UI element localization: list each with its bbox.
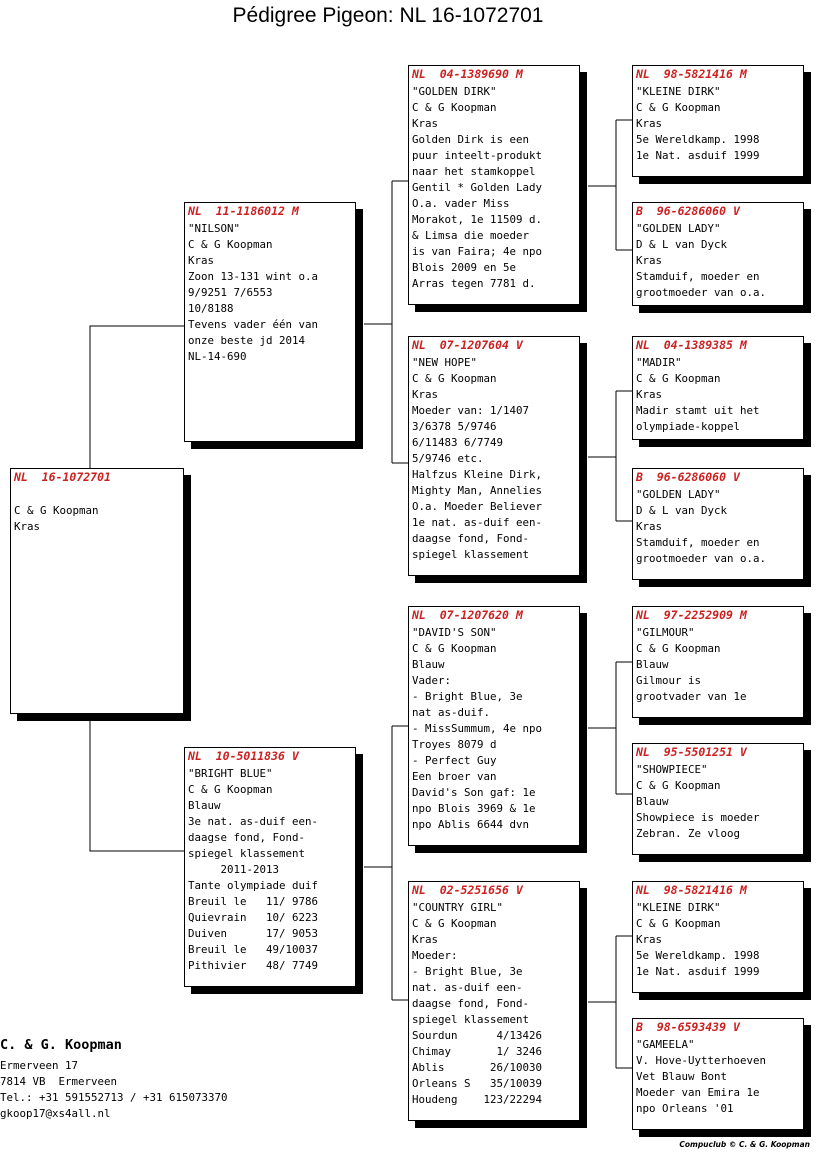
page-title: Pédigree Pigeon: NL 16-1072701 (232, 4, 544, 27)
country-code: NL (636, 608, 650, 622)
pigeon-info-line: 6/11483 6/7749 (412, 436, 504, 449)
country-code: NL (636, 883, 650, 897)
ring-number: 95-5501251 (663, 745, 733, 759)
pigeon-info-line: daagse fond, Fond- (188, 831, 306, 844)
pigeon-ring-header (412, 67, 576, 82)
ring-number: 11-1186012 (215, 204, 285, 218)
pigeon-info-line: C & G Koopman (412, 917, 497, 930)
pigeon-info-line: C & G Koopman (412, 642, 497, 655)
sex-code: V (732, 470, 740, 484)
pigeon-ring-header (636, 204, 800, 219)
pigeon-info-line: spiegel klassement (412, 548, 530, 561)
pigeon-info-line: 1e Nat. asduif 1999 (636, 965, 760, 978)
pigeon-info-line: Kras (636, 388, 663, 401)
pigeon-info-line: 5e Wereldkamp. 1998 (636, 133, 760, 146)
pigeon-info-line: 5/9746 etc. (412, 452, 484, 465)
pigeon-card-g2d (408, 881, 580, 1121)
pigeon-info-line: "NEW HOPE" (412, 356, 478, 369)
pigeon-info-line: Vader: (412, 674, 452, 687)
pigeon-info-line: Showpiece is moeder (636, 811, 760, 824)
pigeon-info-line: C & G Koopman (412, 372, 497, 385)
pigeon-info-line: 3e nat. as-duif een- (188, 815, 319, 828)
pigeon-info-line: "COUNTRY GIRL" (412, 901, 504, 914)
pigeon-info-line: Tevens vader één van (188, 318, 319, 331)
pigeon-info-line: Moeder van: 1/1407 (412, 404, 530, 417)
pigeon-info-line: Een broer van (412, 770, 497, 783)
pigeon-info-line: Kras (636, 520, 663, 533)
pigeon-card-g1b (184, 747, 356, 987)
pigeon-info-line: grootmoeder van o.a. (636, 552, 767, 565)
pigeon-info-line: "GAMEELA" (636, 1038, 695, 1051)
owner-phone: Tel.: +31 591552713 / +31 615073370 (0, 1091, 228, 1104)
owner-name: C. & G. Koopman (0, 1037, 122, 1053)
pigeon-info-line: D & L van Dyck (636, 238, 728, 251)
pigeon-card-g2c (408, 606, 580, 846)
pigeon-info-line: daagse fond, Fond- (412, 532, 530, 545)
pigeon-info-line: 2011-2013 (188, 863, 280, 876)
pigeon-info-line: Sourdun 4/13426 (412, 1029, 543, 1042)
pigeon-info-line: spiegel klassement (412, 1013, 530, 1026)
country-code: NL (412, 338, 426, 352)
owner-street: Ermerveen 17 (0, 1059, 79, 1072)
country-code: NL (412, 883, 426, 897)
pigeon-info-line: Morakot, 1e 11509 d. (412, 213, 543, 226)
country-code: NL (412, 67, 426, 81)
copyright-footer: Compuclub © C. & G. Koopman (679, 1140, 810, 1149)
country-code: NL (636, 338, 650, 352)
pigeon-info-line: naar het stamkoppel (412, 165, 536, 178)
ring-number: 98-5821416 (663, 883, 733, 897)
pigeon-info-line: "KLEINE DIRK" (636, 85, 721, 98)
pigeon-info-line: Kras (188, 254, 215, 267)
pigeon-info-line: 3/6378 5/9746 (412, 420, 497, 433)
pigeon-info-line: Blauw (636, 795, 669, 808)
ring-number: 07-1207620 (439, 608, 509, 622)
pigeon-ring-header (636, 67, 800, 82)
pigeon-info-line: Gentil * Golden Lady (412, 181, 543, 194)
pigeon-ring-header (188, 204, 352, 219)
pigeon-ring-header (636, 1020, 800, 1035)
pigeon-info-line: - Perfect Guy (412, 754, 497, 767)
pigeon-card-g3b (632, 202, 804, 306)
sex-code: V (515, 883, 523, 897)
ring-number: 02-5251656 (439, 883, 509, 897)
sex-code: M (291, 204, 299, 218)
pigeon-card-g0 (10, 468, 184, 714)
pigeon-ring-header (188, 749, 352, 764)
pigeon-info-line: Mighty Man, Annelies (412, 484, 543, 497)
pigeon-info-line: Zebran. Ze vloog (636, 827, 741, 840)
pigeon-info-line: 5e Wereldkamp. 1998 (636, 949, 760, 962)
pigeon-info-line: olympiade-koppel (636, 420, 741, 433)
pigeon-info-line: V. Hove-Uytterhoeven (636, 1054, 767, 1067)
sex-code: V (515, 338, 523, 352)
owner-block (0, 1036, 228, 1122)
pigeon-info-line: 10/8188 (188, 302, 234, 315)
country-code: NL (14, 470, 28, 484)
pigeon-info-line: Blauw (188, 799, 221, 812)
sex-code: M (739, 67, 747, 81)
country-code: NL (412, 608, 426, 622)
pigeon-card-g2a (408, 65, 580, 305)
pigeon-card-g3c (632, 336, 804, 440)
pigeon-info-line: Gilmour is (636, 674, 702, 687)
pigeon-card-g3h (632, 1018, 804, 1130)
pigeon-info-line: - MissSummum, 4e npo (412, 722, 543, 735)
pigeon-info-line: Blauw (412, 658, 445, 671)
pigeon-info-line: & Limsa die moeder (412, 229, 530, 242)
ring-number: 98-6593439 (656, 1020, 727, 1034)
pigeon-info-line (14, 487, 180, 503)
pigeon-info-line: C & G Koopman (636, 372, 721, 385)
pigeon-info-line: Kras (412, 933, 439, 946)
pigeon-card-g1a (184, 202, 356, 442)
pigeon-info-line: npo Orleans '01 (636, 1102, 734, 1115)
pigeon-info-line: Pithivier 48/ 7749 (188, 959, 319, 972)
country-code: B (636, 470, 643, 484)
ring-number: 97-2252909 (663, 608, 733, 622)
pigeon-info-line: NL-14-690 (188, 350, 247, 363)
pigeon-card-g3d (632, 468, 804, 580)
pigeon-info-line: Houdeng 123/22294 (412, 1093, 543, 1106)
pigeon-ring-header (14, 470, 180, 485)
pigeon-info-line: "MADIR" (636, 356, 682, 369)
pigeon-info-line: Quievrain 10/ 6223 (188, 911, 319, 924)
sex-code: M (739, 338, 747, 352)
pigeon-ring-header (636, 745, 800, 760)
ring-number: 04-1389690 (439, 67, 509, 81)
pigeon-info-line: C & G Koopman (412, 101, 497, 114)
sex-code: M (739, 883, 747, 897)
pigeon-info-line: Troyes 8079 d (412, 738, 497, 751)
pigeon-info-line: 9/9251 7/6553 (188, 286, 273, 299)
pigeon-info-line: Duiven 17/ 9053 (188, 927, 319, 940)
pigeon-info-line: Kras (412, 388, 439, 401)
pigeon-info-line: Moeder: (412, 949, 458, 962)
sex-code: M (515, 608, 523, 622)
owner-city: 7814 VB Ermerveen (0, 1075, 118, 1088)
pigeon-info-line: Kras (636, 933, 663, 946)
pigeon-info-line: Kras (412, 117, 439, 130)
pigeon-info-line: C & G Koopman (188, 783, 273, 796)
ring-number: 96-6286060 (656, 470, 727, 484)
pigeon-info-line: - Bright Blue, 3e (412, 690, 523, 703)
country-code: NL (636, 745, 650, 759)
pigeon-ring-header (412, 883, 576, 898)
sex-code: M (739, 608, 747, 622)
pigeon-ring-header (636, 338, 800, 353)
country-code: B (636, 204, 643, 218)
pigeon-info-line: nat. as-duif een- (412, 981, 523, 994)
pigeon-info-line: Arras tegen 7781 d. (412, 277, 536, 290)
pigeon-info-line: npo Blois 3969 & 1e (412, 802, 536, 815)
sex-code: V (732, 1020, 740, 1034)
pigeon-info-line: Moeder van Emira 1e (636, 1086, 760, 1099)
pigeon-info-line: npo Ablis 6644 dvn (412, 818, 530, 831)
pigeon-info-line: C & G Koopman (188, 238, 273, 251)
pigeon-info-line: Kras (14, 520, 41, 533)
pigeon-info-line: O.a. Moeder Believer (412, 500, 543, 513)
pigeon-info-line: "GOLDEN LADY" (636, 222, 721, 235)
pigeon-info-line: C & G Koopman (636, 917, 721, 930)
pigeon-info-line: "SHOWPIECE" (636, 763, 708, 776)
pigeon-info-line: Zoon 13-131 wint o.a (188, 270, 319, 283)
country-code: NL (188, 749, 202, 763)
ring-number: 98-5821416 (663, 67, 733, 81)
pigeon-info-line: Tante olympiade duif (188, 879, 319, 892)
pigeon-info-line: David's Son gaf: 1e (412, 786, 536, 799)
pigeon-info-line: "GOLDEN LADY" (636, 488, 721, 501)
pigeon-info-line: Blois 2009 en 5e (412, 261, 517, 274)
ring-number: 07-1207604 (439, 338, 509, 352)
pigeon-info-line: Stamduif, moeder en (636, 270, 760, 283)
country-code: NL (188, 204, 202, 218)
pigeon-info-line: daagse fond, Fond- (412, 997, 530, 1010)
owner-email: gkoop17@xs4all.nl (0, 1107, 111, 1120)
pigeon-info-line: Vet Blauw Bont (636, 1070, 728, 1083)
pigeon-info-line: onze beste jd 2014 (188, 334, 306, 347)
pigeon-info-line: grootmoeder van o.a. (636, 286, 767, 299)
pigeon-info-line: "GILMOUR" (636, 626, 695, 639)
country-code: B (636, 1020, 643, 1034)
pigeon-info-line: Golden Dirk is een (412, 133, 530, 146)
pigeon-info-line: is van Faira; 4e npo (412, 245, 543, 258)
sex-code: V (739, 745, 747, 759)
sex-code: V (291, 749, 299, 763)
pigeon-info-line: Chimay 1/ 3246 (412, 1045, 543, 1058)
pigeon-card-g3a (632, 65, 804, 177)
pigeon-info-line: puur inteelt-produkt (412, 149, 543, 162)
pigeon-info-line: grootvader van 1e (636, 690, 747, 703)
pigeon-info-line: 1e Nat. asduif 1999 (636, 149, 760, 162)
pigeon-card-g3g (632, 881, 804, 993)
pigeon-info-line: C & G Koopman (14, 504, 99, 517)
pigeon-info-line: D & L van Dyck (636, 504, 728, 517)
pigeon-card-g2b (408, 336, 580, 576)
pigeon-info-line: "KLEINE DIRK" (636, 901, 721, 914)
pigeon-ring-header (636, 470, 800, 485)
pigeon-info-line: Stamduif, moeder en (636, 536, 760, 549)
pigeon-info-line: "DAVID'S SON" (412, 626, 497, 639)
pigeon-card-g3f (632, 743, 804, 855)
ring-number: 10-5011836 (215, 749, 285, 763)
pigeon-info-line: spiegel klassement (188, 847, 306, 860)
pigeon-info-line: Breuil le 11/ 9786 (188, 895, 319, 908)
sex-code: M (515, 67, 523, 81)
ring-number: 96-6286060 (656, 204, 727, 218)
pigeon-ring-header (636, 883, 800, 898)
ring-number: 16-1072701 (41, 470, 111, 484)
pigeon-ring-header (412, 608, 576, 623)
pigeon-info-line: Blauw (636, 658, 669, 671)
pigeon-info-line: Breuil le 49/10037 (188, 943, 319, 956)
ring-number: 04-1389385 (663, 338, 733, 352)
pigeon-info-line: C & G Koopman (636, 101, 721, 114)
pigeon-info-line: "GOLDEN DIRK" (412, 85, 497, 98)
pigeon-info-line: C & G Koopman (636, 642, 721, 655)
pigeon-info-line: Madir stamt uit het (636, 404, 760, 417)
pigeon-info-line: 1e nat. as-duif een- (412, 516, 543, 529)
pigeon-info-line: C & G Koopman (636, 779, 721, 792)
pigeon-info-line: Kras (636, 117, 663, 130)
sex-code: V (732, 204, 740, 218)
pigeon-info-line: O.a. vader Miss (412, 197, 510, 210)
pigeon-ring-header (412, 338, 576, 353)
pigeon-info-line: "BRIGHT BLUE" (188, 767, 273, 780)
pigeon-ring-header (636, 608, 800, 623)
pigeon-info-line: nat as-duif. (412, 706, 491, 719)
pigeon-info-line: - Bright Blue, 3e (412, 965, 523, 978)
pigeon-info-line: Orleans S 35/10039 (412, 1077, 543, 1090)
pigeon-card-g3e (632, 606, 804, 718)
pigeon-info-line: Ablis 26/10030 (412, 1061, 543, 1074)
country-code: NL (636, 67, 650, 81)
pigeon-info-line: "NILSON" (188, 222, 241, 235)
pigeon-info-line: Kras (636, 254, 663, 267)
pigeon-info-line: Halfzus Kleine Dirk, (412, 468, 543, 481)
